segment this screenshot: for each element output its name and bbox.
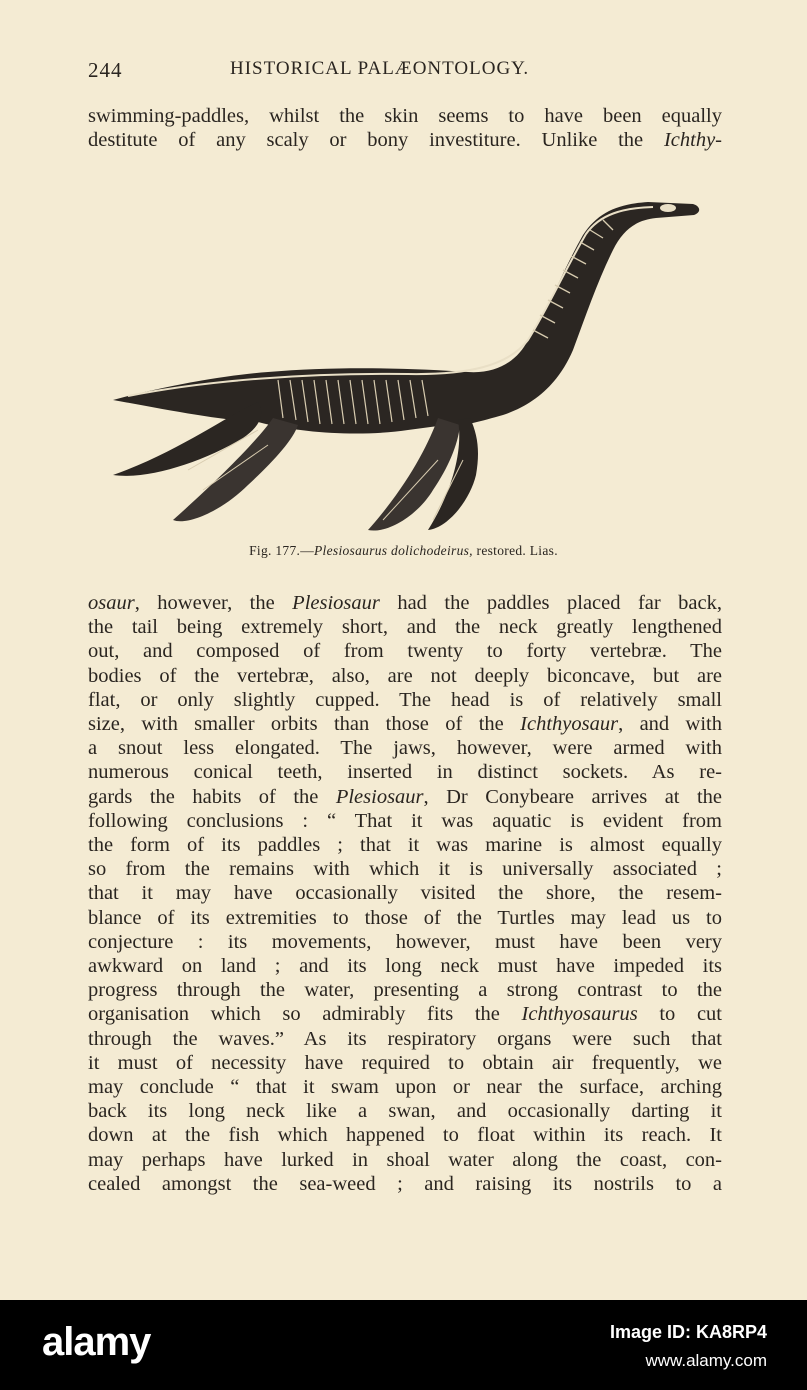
running-title: HISTORICAL PALÆONTOLOGY. (230, 58, 530, 79)
text-line: the tail being extremely short, and the neck greatly lengthened (88, 616, 722, 639)
text-line: gards the habits of the Plesiosaur, Dr Conybeare arrives at the (88, 785, 722, 808)
text-line: flat, or only slightly cupped. The head is of relatively small (88, 688, 722, 711)
text-line: may conclude “ that it swam upon or near the surface, arching (88, 1076, 722, 1099)
text-line: a snout less elongated. The jaws, however, were armed with (88, 737, 722, 760)
plesiosaurus-illustration (108, 190, 708, 535)
figure-caption-rest: restored. Lias. (472, 543, 558, 558)
text-line: bodies of the vertebræ, also, are not deeply biconcave, but are (88, 664, 722, 687)
text-line: so from the remains with which it is universally associated ; (88, 858, 722, 881)
text-line: numerous conical teeth, inserted in distinct sockets. As re- (88, 761, 722, 784)
text-line: conjecture : its movements, however, must have been very (88, 930, 722, 953)
text-line: swimming-paddles, whilst the skin seems to have been equally (88, 105, 722, 127)
stock-footer (0, 1300, 807, 1390)
page-number: 244 (88, 58, 123, 82)
text-line: down at the fish which happened to float within its reach. It (88, 1124, 722, 1147)
figure-number: Fig. 177.— (249, 543, 314, 558)
text-line: back its long neck like a swan, and occasionally darting it (88, 1100, 722, 1123)
main-paragraph (88, 591, 722, 1196)
text-line: osaur, however, the Plesiosaur had the paddles placed far back, (88, 592, 722, 614)
text-line: blance of its extremities to those of the Turtles may lead us to (88, 906, 722, 929)
text-line: may perhaps have lurked in shoal water along the coast, con- (88, 1148, 722, 1171)
text-line: progress through the water, presenting a strong contrast to the (88, 979, 722, 1002)
figure-caption (0, 543, 807, 559)
image-meta (610, 1322, 767, 1371)
text-line: size, with smaller orbits than those of the Ichthyosaur, and with (88, 713, 722, 736)
figure-species: Plesiosaurus dolichodeirus, (314, 543, 473, 558)
text-line: following conclusions : “ That it was aquatic is evident from (88, 809, 722, 832)
site-url: www.alamy.com (645, 1351, 767, 1370)
text-line: destitute of any scaly or bony investiture. Unlike the Ichthy- (88, 129, 722, 152)
text-line: out, and composed of from twenty to forty vertebræ. The (88, 640, 722, 663)
image-id: Image ID: KA8RP4 (609, 1322, 767, 1342)
text-line: awkward on land ; and its long neck must have impeded its (88, 955, 722, 978)
text-line: it must of necessity have required to obtain air frequently, we (88, 1051, 722, 1074)
top-paragraph (88, 104, 722, 152)
text-line: cealed amongst the sea-weed ; and raising its nostrils to a (88, 1172, 722, 1195)
alamy-logo: alamy (42, 1320, 151, 1364)
text-line: that it may have occasionally visited the shore, the resem- (88, 882, 722, 905)
text-line: through the waves.” As its respiratory organs were such that (88, 1027, 722, 1050)
text-line: organisation which so admirably fits the Ichthyosaurus to cut (88, 1003, 722, 1026)
text-line: the form of its paddles ; that it was marine is almost equally (88, 834, 722, 857)
